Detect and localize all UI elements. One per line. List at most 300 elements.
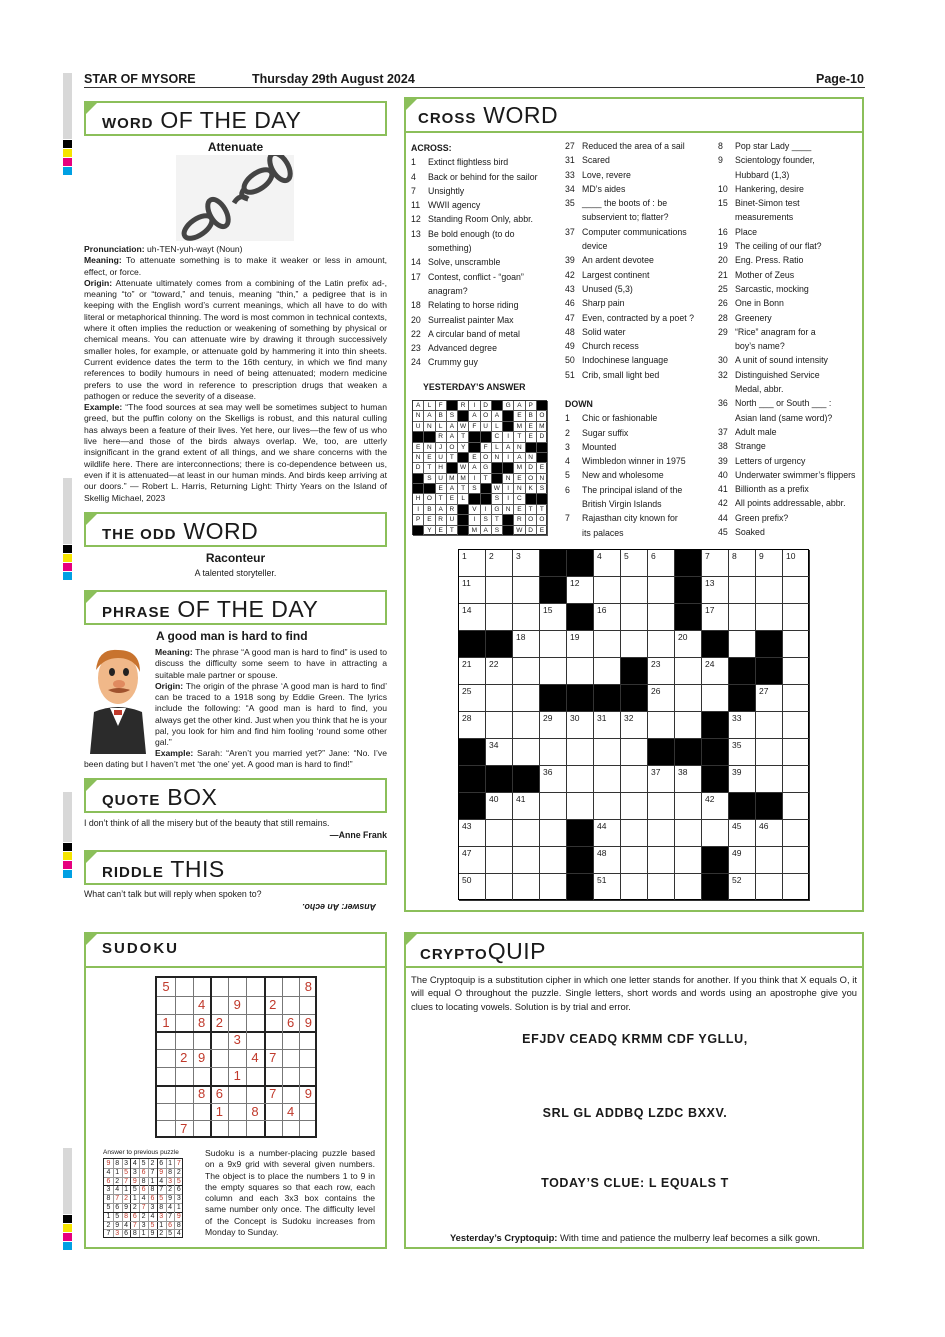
grid-cell[interactable]: 18: [513, 631, 540, 658]
grid-cell[interactable]: 15: [540, 604, 567, 631]
grid-cell[interactable]: [594, 766, 621, 793]
grid-cell[interactable]: [540, 793, 567, 820]
grid-cell[interactable]: [594, 577, 621, 604]
grid-cell[interactable]: 32: [621, 712, 648, 739]
answer-cell: N: [526, 453, 537, 463]
sudoku-cell[interactable]: 7: [269, 1085, 277, 1101]
sudoku-cell[interactable]: [282, 1120, 300, 1138]
sudoku-cell[interactable]: [246, 978, 264, 996]
sudoku-cell[interactable]: 1: [233, 1068, 241, 1083]
sudoku-cell[interactable]: [228, 1049, 246, 1067]
grid-cell[interactable]: [756, 739, 783, 766]
yesterday-solution: With time and patience the mulberry leaf becomes a silk gown.: [557, 1232, 821, 1243]
grid-cell[interactable]: [594, 793, 621, 820]
sudoku-cell[interactable]: [157, 1031, 175, 1049]
grid-cell[interactable]: [783, 631, 810, 658]
sudoku-cell[interactable]: [246, 1067, 264, 1085]
grid-cell[interactable]: [540, 874, 567, 901]
grid-cell[interactable]: [621, 766, 648, 793]
sudoku-cell[interactable]: 4: [286, 1103, 295, 1119]
grid-cell[interactable]: [648, 712, 675, 739]
sudoku-cell[interactable]: [157, 1085, 175, 1103]
sudoku-cell[interactable]: [210, 1031, 228, 1049]
grid-cell[interactable]: [675, 793, 702, 820]
grid-cell[interactable]: 40: [486, 793, 513, 820]
grid-cell[interactable]: [675, 847, 702, 874]
sudoku-cell[interactable]: 2: [180, 1050, 188, 1066]
grid-cell[interactable]: [648, 847, 675, 874]
grid-block: [729, 658, 756, 685]
grid-cell[interactable]: [513, 604, 540, 631]
sudoku-cell[interactable]: [299, 1120, 317, 1138]
phrase-example: [84, 748, 387, 771]
clue: [565, 497, 717, 511]
grid-cell[interactable]: [783, 793, 810, 820]
sudoku-cell[interactable]: 8: [304, 979, 312, 994]
grid-cell[interactable]: [621, 820, 648, 847]
sudoku-cell[interactable]: 4: [197, 996, 206, 1012]
example: “The food sources at sea may well be sometimes subject to human greed, but the puffin colony on the Skelligs is robust, and this natural culling has always been a feature of their lives. Yet here, our lives—the few of us who live here—and those of the birds always overlap. We, too, are utterly insignificant in the grand extent of all things, and we share concerns with the wildlife here. There are interconnections; there is co-dependence between us, even if it is attenuated—at least in our human minds. And birds keep arriving at our doors.” — Robert L. Harris, Returning Light: Thirty Years on the Island of Skellig Michael, 2023: [84, 402, 387, 503]
answer-cell: 2: [124, 1195, 128, 1203]
grid-cell[interactable]: 8: [729, 550, 756, 577]
clue-text: Largest continent: [582, 269, 650, 280]
sudoku-cell[interactable]: [175, 1031, 193, 1049]
grid-cell[interactable]: 16: [594, 604, 621, 631]
answer-cell: E: [436, 484, 447, 494]
grid-cell[interactable]: [702, 820, 729, 847]
sudoku-cell[interactable]: [175, 1085, 193, 1103]
cryptoquip-line-2: SRL GL ADDBQ LZDC BXXV.: [542, 1106, 728, 1120]
grid-cell[interactable]: [621, 604, 648, 631]
sudoku-cell[interactable]: 7: [180, 1121, 188, 1137]
grid-cell[interactable]: [729, 631, 756, 658]
answer-cell: P: [413, 515, 424, 525]
section-title-big: THIS: [163, 856, 225, 882]
grid-cell[interactable]: 49: [729, 847, 756, 874]
sudoku-cell[interactable]: 2: [215, 1014, 223, 1030]
grid-cell[interactable]: 28: [459, 712, 486, 739]
sudoku-cell[interactable]: 1: [215, 1103, 223, 1119]
grid-cell[interactable]: 7: [702, 550, 729, 577]
sudoku-cell[interactable]: 6: [215, 1085, 223, 1101]
grid-cell[interactable]: [540, 847, 567, 874]
sudoku-cell[interactable]: [299, 1049, 317, 1067]
clue-number: [718, 210, 735, 224]
clue: [718, 439, 864, 453]
sudoku-cell[interactable]: [246, 996, 264, 1014]
grid-cell[interactable]: 43: [459, 820, 486, 847]
grid-cell[interactable]: [486, 604, 513, 631]
grid-block: [540, 685, 567, 712]
answer-cell: T: [537, 505, 548, 515]
grid-cell[interactable]: [513, 577, 540, 604]
grid-cell[interactable]: 37: [648, 766, 675, 793]
sudoku-cell[interactable]: [282, 978, 300, 996]
grid-block: [621, 658, 648, 685]
grid-cell[interactable]: [621, 631, 648, 658]
sudoku-cell[interactable]: 2: [269, 996, 277, 1012]
grid-cell[interactable]: [486, 577, 513, 604]
sudoku-cell[interactable]: 9: [233, 996, 241, 1012]
clue-number: 12: [411, 214, 421, 225]
answer-cell: 2: [176, 1168, 181, 1176]
sudoku-cell[interactable]: [246, 1085, 264, 1103]
grid-cell[interactable]: [756, 712, 783, 739]
grid-cell[interactable]: 3: [513, 550, 540, 577]
clue-number: 51: [565, 369, 575, 380]
grid-block: [459, 631, 486, 658]
grid-cell[interactable]: 45: [729, 820, 756, 847]
grid-cell[interactable]: 39: [729, 766, 756, 793]
grid-cell[interactable]: [702, 685, 729, 712]
sudoku-cell[interactable]: [228, 1085, 246, 1103]
grid-cell[interactable]: 31: [594, 712, 621, 739]
sudoku-cell[interactable]: [246, 1031, 264, 1049]
grid-cell[interactable]: 52: [729, 874, 756, 901]
clue: [411, 284, 561, 298]
grid-cell[interactable]: [540, 820, 567, 847]
answer-cell: E: [413, 443, 424, 453]
sudoku-cell[interactable]: 9: [197, 1050, 206, 1066]
grid-cell[interactable]: 47: [459, 847, 486, 874]
sudoku-cell[interactable]: 5: [162, 979, 170, 994]
answer-cell: A: [492, 411, 503, 421]
sudoku-cell[interactable]: [193, 978, 211, 996]
grid-cell[interactable]: [675, 685, 702, 712]
answer-cell: 3: [132, 1168, 137, 1176]
grid-cell[interactable]: [594, 739, 621, 766]
grid-cell[interactable]: 42: [702, 793, 729, 820]
grid-block: [729, 685, 756, 712]
answer-cell: U: [413, 422, 424, 432]
clue: [718, 282, 864, 296]
phrase: A good man is hard to find: [156, 629, 308, 643]
grid-cell[interactable]: 5: [621, 550, 648, 577]
sudoku-cell[interactable]: [299, 1031, 317, 1049]
grid-cell[interactable]: [513, 712, 540, 739]
grid-cell[interactable]: [756, 604, 783, 631]
clue-number: 40: [718, 469, 728, 480]
answer-cell: A: [447, 484, 458, 494]
sudoku-cell[interactable]: [228, 978, 246, 996]
grid-cell[interactable]: 34: [486, 739, 513, 766]
sudoku-cell[interactable]: [210, 1067, 228, 1085]
answer-cell: A: [447, 432, 458, 442]
answer-cell: S: [447, 411, 458, 421]
grid-cell[interactable]: 41: [513, 793, 540, 820]
grid-cell[interactable]: [540, 658, 567, 685]
grid-cell[interactable]: [621, 874, 648, 901]
grid-cell[interactable]: [513, 739, 540, 766]
sudoku-cell[interactable]: 9: [304, 1014, 312, 1030]
sudoku-cell[interactable]: [228, 1120, 246, 1138]
grid-block: [675, 739, 702, 766]
grid-cell[interactable]: 36: [540, 766, 567, 793]
clue-number: 26: [718, 298, 728, 309]
sudoku-cell[interactable]: [282, 996, 300, 1014]
grid-cell[interactable]: 1: [459, 550, 486, 577]
sudoku-cell[interactable]: [282, 1031, 300, 1049]
grid-cell[interactable]: [756, 577, 783, 604]
sudoku-cell[interactable]: [299, 1103, 317, 1121]
sudoku-cell[interactable]: [264, 1120, 282, 1138]
grid-cell[interactable]: 44: [594, 820, 621, 847]
grid-cell[interactable]: [756, 847, 783, 874]
grid-cell[interactable]: [648, 604, 675, 631]
sudoku-cell[interactable]: 8: [197, 1085, 206, 1101]
clue-number: 44: [718, 512, 728, 523]
grid-cell[interactable]: 46: [756, 820, 783, 847]
sudoku-cell[interactable]: [210, 978, 228, 996]
answer-cell: U: [447, 515, 458, 525]
grid-cell[interactable]: 25: [459, 685, 486, 712]
answer-cell: H: [436, 463, 447, 473]
grid-cell[interactable]: 24: [702, 658, 729, 685]
grid-cell[interactable]: 14: [459, 604, 486, 631]
sudoku-cell[interactable]: [157, 996, 175, 1014]
clue-text: Hankering, desire: [735, 183, 804, 194]
color-swatch: [63, 852, 72, 860]
grid-cell[interactable]: 22: [486, 658, 513, 685]
crossword-grid[interactable]: [458, 549, 809, 900]
grid-block: [459, 793, 486, 820]
grid-cell[interactable]: 48: [594, 847, 621, 874]
grid-cell[interactable]: [513, 658, 540, 685]
sudoku-cell[interactable]: 7: [269, 1050, 277, 1066]
answer-cell: 9: [132, 1177, 137, 1185]
grid-cell[interactable]: [648, 631, 675, 658]
sudoku-cell[interactable]: [193, 1120, 211, 1138]
sudoku-cell[interactable]: [157, 1120, 175, 1138]
grid-cell[interactable]: [486, 874, 513, 901]
sudoku-grid[interactable]: [155, 976, 317, 1138]
answer-cell: E: [514, 505, 525, 515]
grid-cell[interactable]: 12: [567, 577, 594, 604]
sudoku-cell[interactable]: [282, 1049, 300, 1067]
clue-text: something): [428, 243, 472, 254]
sudoku-cell[interactable]: 1: [162, 1014, 170, 1030]
grid-cell[interactable]: [783, 604, 810, 631]
grid-cell[interactable]: 2: [486, 550, 513, 577]
grid-cell[interactable]: [675, 874, 702, 901]
clue-text: Surrealist painter Max: [428, 314, 514, 325]
grid-cell[interactable]: [513, 874, 540, 901]
grid-cell[interactable]: [648, 874, 675, 901]
grid-cell[interactable]: 6: [648, 550, 675, 577]
sudoku-cell[interactable]: [264, 1103, 282, 1121]
grid-cell[interactable]: 13: [702, 577, 729, 604]
answer-cell: [526, 494, 537, 504]
grid-cell[interactable]: [783, 874, 810, 901]
answer-cell: A: [469, 463, 480, 473]
grid-cell[interactable]: [675, 820, 702, 847]
grid-cell[interactable]: [783, 685, 810, 712]
grid-cell[interactable]: [621, 793, 648, 820]
answer-cell: F: [481, 443, 492, 453]
grid-cell[interactable]: [783, 712, 810, 739]
clue: [718, 511, 864, 525]
grid-cell[interactable]: [621, 739, 648, 766]
color-swatch: [63, 167, 72, 175]
answer-cell: E: [424, 515, 435, 525]
section-title-small: CROSS: [418, 110, 477, 127]
sudoku-cell[interactable]: 6: [286, 1014, 295, 1030]
grid-cell[interactable]: [486, 685, 513, 712]
grid-cell[interactable]: [648, 793, 675, 820]
sudoku-cell[interactable]: [175, 1014, 193, 1032]
answer-cell: D: [481, 401, 492, 411]
grid-cell[interactable]: [540, 631, 567, 658]
clue-text: The principal island of the: [582, 484, 683, 495]
sudoku-cell[interactable]: [299, 996, 317, 1014]
clue: [565, 426, 717, 440]
sudoku-cell[interactable]: [157, 1103, 175, 1121]
clue: [718, 296, 864, 310]
clue: [565, 526, 717, 540]
grid-cell[interactable]: [486, 847, 513, 874]
answer-cell: [458, 515, 469, 525]
clue: [718, 353, 864, 367]
grid-cell[interactable]: [783, 820, 810, 847]
grid-cell[interactable]: [648, 577, 675, 604]
sudoku-cell[interactable]: [246, 1014, 264, 1032]
grid-cell[interactable]: [675, 658, 702, 685]
sudoku-cell[interactable]: [193, 1067, 211, 1085]
sudoku-cell[interactable]: [193, 1031, 211, 1049]
clue-number: 37: [565, 226, 575, 237]
answer-cell: 4: [141, 1195, 146, 1203]
sudoku-cell[interactable]: [282, 1067, 300, 1085]
grid-cell[interactable]: [594, 658, 621, 685]
grid-cell[interactable]: [783, 577, 810, 604]
grid-cell[interactable]: 11: [459, 577, 486, 604]
grid-cell[interactable]: [675, 712, 702, 739]
answer-cell: 4: [150, 1212, 155, 1220]
answer-cell: F: [436, 401, 447, 411]
clue-number: [718, 411, 735, 425]
sudoku-cell[interactable]: [175, 1067, 193, 1085]
sudoku-cell[interactable]: [210, 1049, 228, 1067]
grid-cell[interactable]: [621, 577, 648, 604]
clue-text: measurements: [735, 212, 794, 223]
answer-cell: 5: [115, 1212, 120, 1220]
grid-cell[interactable]: [783, 739, 810, 766]
grid-cell[interactable]: 20: [675, 631, 702, 658]
sudoku-cell[interactable]: 9: [304, 1085, 312, 1101]
grid-cell[interactable]: [756, 874, 783, 901]
sudoku-cell[interactable]: [264, 1031, 282, 1049]
grid-cell[interactable]: 26: [648, 685, 675, 712]
grid-cell[interactable]: 19: [567, 631, 594, 658]
section-title-big: QUIP: [487, 938, 546, 964]
broken-chain-image: [176, 155, 294, 241]
grid-cell[interactable]: [729, 577, 756, 604]
sudoku-cell[interactable]: 8: [251, 1103, 259, 1119]
grid-cell[interactable]: [783, 766, 810, 793]
sudoku-cell[interactable]: [157, 1049, 175, 1067]
grid-cell[interactable]: 30: [567, 712, 594, 739]
answer-cell: S: [492, 526, 503, 536]
sudoku-cell[interactable]: [246, 1120, 264, 1138]
sudoku-cell[interactable]: [175, 996, 193, 1014]
grid-cell[interactable]: [567, 739, 594, 766]
sudoku-cell[interactable]: [299, 1067, 317, 1085]
sudoku-cell[interactable]: [157, 1067, 175, 1085]
sudoku-cell[interactable]: 8: [197, 1014, 206, 1030]
grid-cell[interactable]: 27: [756, 685, 783, 712]
answer-cell: [469, 443, 480, 453]
answer-cell: A: [413, 401, 424, 411]
grid-cell[interactable]: [540, 739, 567, 766]
grid-cell[interactable]: [513, 847, 540, 874]
grid-cell[interactable]: [567, 766, 594, 793]
sudoku-cell[interactable]: [264, 978, 282, 996]
grid-cell[interactable]: [648, 820, 675, 847]
sudoku-cell[interactable]: [282, 1085, 300, 1103]
answer-cell: O: [537, 515, 548, 525]
sudoku-cell[interactable]: 3: [233, 1032, 241, 1048]
clue: [718, 239, 864, 253]
grid-cell[interactable]: 51: [594, 874, 621, 901]
grid-cell[interactable]: [756, 766, 783, 793]
answer-cell: [447, 463, 458, 473]
grid-cell[interactable]: 21: [459, 658, 486, 685]
grid-cell[interactable]: 38: [675, 766, 702, 793]
riddle-header: [84, 850, 387, 885]
grid-cell[interactable]: [621, 847, 648, 874]
grid-cell[interactable]: [486, 712, 513, 739]
grid-cell[interactable]: 23: [648, 658, 675, 685]
sudoku-cell[interactable]: [193, 1103, 211, 1121]
grid-cell[interactable]: 10: [783, 550, 810, 577]
grid-cell[interactable]: 50: [459, 874, 486, 901]
clue: [565, 483, 717, 497]
grid-cell[interactable]: [486, 820, 513, 847]
grid-cell[interactable]: [513, 820, 540, 847]
grid-cell[interactable]: [513, 685, 540, 712]
grid-cell[interactable]: 35: [729, 739, 756, 766]
sudoku-cell[interactable]: 4: [251, 1050, 259, 1066]
clue-number: [565, 526, 582, 540]
sudoku-cell[interactable]: [210, 996, 228, 1014]
grid-cell[interactable]: [729, 604, 756, 631]
grid-cell[interactable]: 9: [756, 550, 783, 577]
sudoku-cell[interactable]: [210, 1120, 228, 1138]
sudoku-cell[interactable]: [228, 1103, 246, 1121]
grid-cell[interactable]: [783, 658, 810, 685]
answer-cell: R: [436, 432, 447, 442]
clue-number: 27: [565, 141, 575, 151]
grid-cell[interactable]: 17: [702, 604, 729, 631]
sudoku-cell[interactable]: [175, 978, 193, 996]
grid-cell[interactable]: [783, 847, 810, 874]
grid-cell[interactable]: 4: [594, 550, 621, 577]
sudoku-cell[interactable]: [264, 1067, 282, 1085]
answer-cell: 9: [168, 1195, 172, 1203]
sudoku-cell[interactable]: [175, 1103, 193, 1121]
clue-number: 10: [718, 183, 728, 194]
grid-cell[interactable]: 33: [729, 712, 756, 739]
grid-cell[interactable]: [594, 631, 621, 658]
sudoku-cell[interactable]: [228, 1014, 246, 1032]
grid-cell[interactable]: 29: [540, 712, 567, 739]
grid-cell[interactable]: [567, 793, 594, 820]
sudoku-cell[interactable]: [264, 1014, 282, 1032]
clue-number: 41: [718, 484, 728, 495]
label: Meaning:: [155, 647, 193, 657]
answer-cell: 8: [150, 1186, 155, 1194]
grid-cell[interactable]: [567, 658, 594, 685]
